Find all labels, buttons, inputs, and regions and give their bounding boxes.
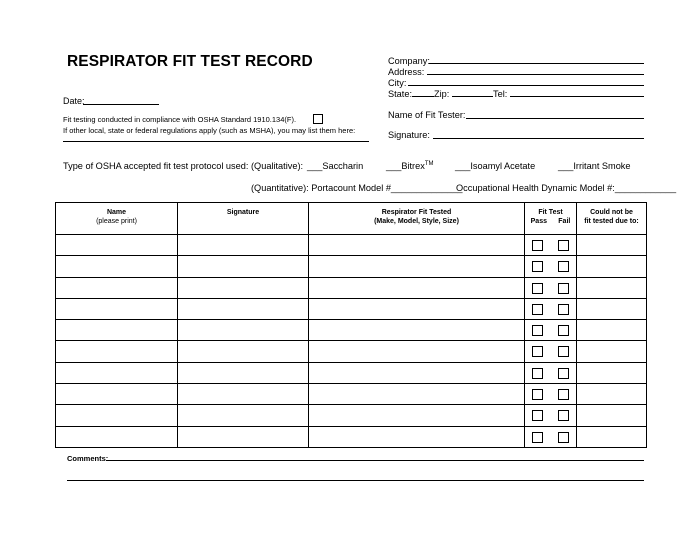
- name-cell[interactable]: [56, 298, 178, 319]
- signature-cell[interactable]: [178, 235, 309, 256]
- quantitative-label[interactable]: (Quantitative): Portacount Model #______________: [251, 183, 463, 193]
- pass-checkbox[interactable]: [532, 432, 543, 443]
- fittest-cell: [525, 320, 577, 341]
- name-cell[interactable]: [56, 256, 178, 277]
- name-cell[interactable]: [56, 362, 178, 383]
- col-name-sub: (please print): [96, 218, 137, 225]
- signature-cell[interactable]: [178, 277, 309, 298]
- protocol-type-label: Type of OSHA accepted fit test protocol used:: [63, 161, 249, 171]
- table-row: [56, 320, 647, 341]
- signature-cell[interactable]: [178, 384, 309, 405]
- tel-field[interactable]: [510, 96, 644, 97]
- company-label: Company:: [388, 56, 430, 66]
- reason-cell[interactable]: [577, 277, 647, 298]
- compliance-text: Fit testing conducted in compliance with OSHA Standard 1910.134(F).: [63, 115, 297, 124]
- irritant-option[interactable]: ___Irritant Smoke: [558, 161, 631, 171]
- respirator-cell[interactable]: [309, 384, 525, 405]
- table-row: [56, 277, 647, 298]
- name-cell[interactable]: [56, 426, 178, 447]
- col-signature-title: Signature: [226, 209, 260, 216]
- fail-checkbox[interactable]: [558, 410, 569, 421]
- other-regs-text: If other local, state or federal regulations apply (such as MSHA), you may list them here:: [63, 126, 356, 135]
- signature-cell[interactable]: [178, 341, 309, 362]
- fail-checkbox[interactable]: [558, 261, 569, 272]
- respirator-cell[interactable]: [309, 277, 525, 298]
- reason-cell[interactable]: [577, 384, 647, 405]
- tester-label: Name of Fit Tester:: [388, 110, 466, 120]
- col-could-not-title-2: fit tested due to:: [584, 218, 639, 225]
- zip-label: Zip:: [434, 89, 450, 99]
- signature-field[interactable]: [433, 138, 644, 139]
- pass-checkbox[interactable]: [532, 240, 543, 251]
- signature-cell[interactable]: [178, 426, 309, 447]
- fittest-cell: [525, 405, 577, 426]
- company-field[interactable]: [429, 63, 644, 64]
- date-label: Date:: [63, 96, 85, 106]
- respirator-cell[interactable]: [309, 405, 525, 426]
- signature-cell[interactable]: [178, 320, 309, 341]
- name-cell[interactable]: [56, 277, 178, 298]
- signature-cell[interactable]: [178, 405, 309, 426]
- col-pass: Pass: [530, 218, 547, 225]
- fittest-cell: [525, 235, 577, 256]
- fittest-cell: [525, 277, 577, 298]
- col-name-header: [56, 203, 178, 235]
- fail-checkbox[interactable]: [558, 389, 569, 400]
- respirator-cell[interactable]: [309, 362, 525, 383]
- pass-checkbox[interactable]: [532, 368, 543, 379]
- table-row: [56, 235, 647, 256]
- pass-checkbox[interactable]: [532, 346, 543, 357]
- col-respirator-title: Respirator Fit Tested: [381, 209, 452, 216]
- col-fail: Fail: [558, 218, 571, 225]
- address-label: Address:: [388, 67, 425, 77]
- fail-checkbox[interactable]: [558, 325, 569, 336]
- fail-checkbox[interactable]: [558, 240, 569, 251]
- tester-field[interactable]: [466, 118, 644, 119]
- respirator-cell[interactable]: [309, 235, 525, 256]
- col-could-not-header: [577, 203, 647, 235]
- city-label: City:: [388, 78, 407, 88]
- reason-cell[interactable]: [577, 256, 647, 277]
- col-fittest-header: [525, 203, 577, 235]
- col-respirator-header: [309, 203, 525, 235]
- table-row: [56, 426, 647, 447]
- comments-field-line-1[interactable]: [106, 460, 644, 461]
- fittest-cell: [525, 298, 577, 319]
- name-cell[interactable]: [56, 341, 178, 362]
- col-could-not-title: Could not be: [590, 209, 633, 216]
- date-field[interactable]: [83, 104, 159, 105]
- signature-cell[interactable]: [178, 298, 309, 319]
- fail-checkbox[interactable]: [558, 283, 569, 294]
- respirator-cell[interactable]: [309, 256, 525, 277]
- tel-label: Tel:: [493, 89, 508, 99]
- comments-label: Comments:: [67, 454, 109, 463]
- fittest-cell: [525, 384, 577, 405]
- comments-field-line-2[interactable]: [67, 480, 644, 481]
- table-row: [56, 256, 647, 277]
- pass-checkbox[interactable]: [532, 325, 543, 336]
- saccharin-option[interactable]: ___Saccharin: [307, 161, 364, 171]
- reason-cell[interactable]: [577, 235, 647, 256]
- zip-field[interactable]: [452, 96, 493, 97]
- respirator-cell[interactable]: [309, 298, 525, 319]
- fittest-cell: [525, 426, 577, 447]
- bitrex-tm: TM: [424, 161, 434, 167]
- reason-cell[interactable]: [577, 426, 647, 447]
- col-respirator-sub: (Make, Model, Style, Size): [374, 218, 459, 225]
- fit-test-table: [55, 202, 647, 448]
- respirator-cell[interactable]: [309, 426, 525, 447]
- col-fittest-title: Fit Test: [538, 209, 563, 216]
- reason-cell[interactable]: [577, 341, 647, 362]
- reason-cell[interactable]: [577, 298, 647, 319]
- signature-label: Signature:: [388, 130, 430, 140]
- reason-cell[interactable]: [577, 362, 647, 383]
- signature-cell[interactable]: [178, 256, 309, 277]
- reason-cell[interactable]: [577, 405, 647, 426]
- name-cell[interactable]: [56, 235, 178, 256]
- table-row: [56, 362, 647, 383]
- city-field[interactable]: [408, 85, 644, 86]
- col-name-title: Name: [106, 209, 127, 216]
- table-row: [56, 405, 647, 426]
- state-field[interactable]: [412, 96, 434, 97]
- address-field[interactable]: [427, 74, 644, 75]
- name-cell[interactable]: [56, 320, 178, 341]
- table-row: [56, 384, 647, 405]
- respirator-cell[interactable]: [309, 320, 525, 341]
- fittest-cell: [525, 256, 577, 277]
- pass-checkbox[interactable]: [532, 389, 543, 400]
- bitrex-label: ___Bitrex: [386, 161, 425, 172]
- table-body: [56, 235, 647, 448]
- table-row: [56, 298, 647, 319]
- signature-cell[interactable]: [178, 362, 309, 383]
- fail-checkbox[interactable]: [558, 346, 569, 357]
- bitrex-option[interactable]: [386, 161, 434, 171]
- pass-checkbox[interactable]: [532, 283, 543, 294]
- compliance-checkbox[interactable]: [313, 114, 323, 124]
- pass-checkbox[interactable]: [532, 261, 543, 272]
- pass-checkbox[interactable]: [532, 410, 543, 421]
- qualitative-label: (Qualitative):: [251, 161, 304, 171]
- fail-checkbox[interactable]: [558, 368, 569, 379]
- name-cell[interactable]: [56, 405, 178, 426]
- pass-checkbox[interactable]: [532, 304, 543, 315]
- page-title: RESPIRATOR FIT TEST RECORD: [67, 53, 313, 70]
- reason-cell[interactable]: [577, 320, 647, 341]
- fail-checkbox[interactable]: [558, 432, 569, 443]
- pass-fail-labels: [525, 217, 576, 226]
- state-label: State:: [388, 89, 413, 99]
- table-header-row: [56, 203, 647, 235]
- other-regs-field[interactable]: [63, 141, 369, 142]
- col-signature-header: [178, 203, 309, 235]
- ohd-label[interactable]: Occupational Health Dynamic Model #:____________: [456, 183, 677, 193]
- fittest-cell: [525, 341, 577, 362]
- fail-checkbox[interactable]: [558, 304, 569, 315]
- respirator-cell[interactable]: [309, 341, 525, 362]
- isoamyl-option[interactable]: ___Isoamyl Acetate: [455, 161, 536, 171]
- name-cell[interactable]: [56, 384, 178, 405]
- table-row: [56, 341, 647, 362]
- fittest-cell: [525, 362, 577, 383]
